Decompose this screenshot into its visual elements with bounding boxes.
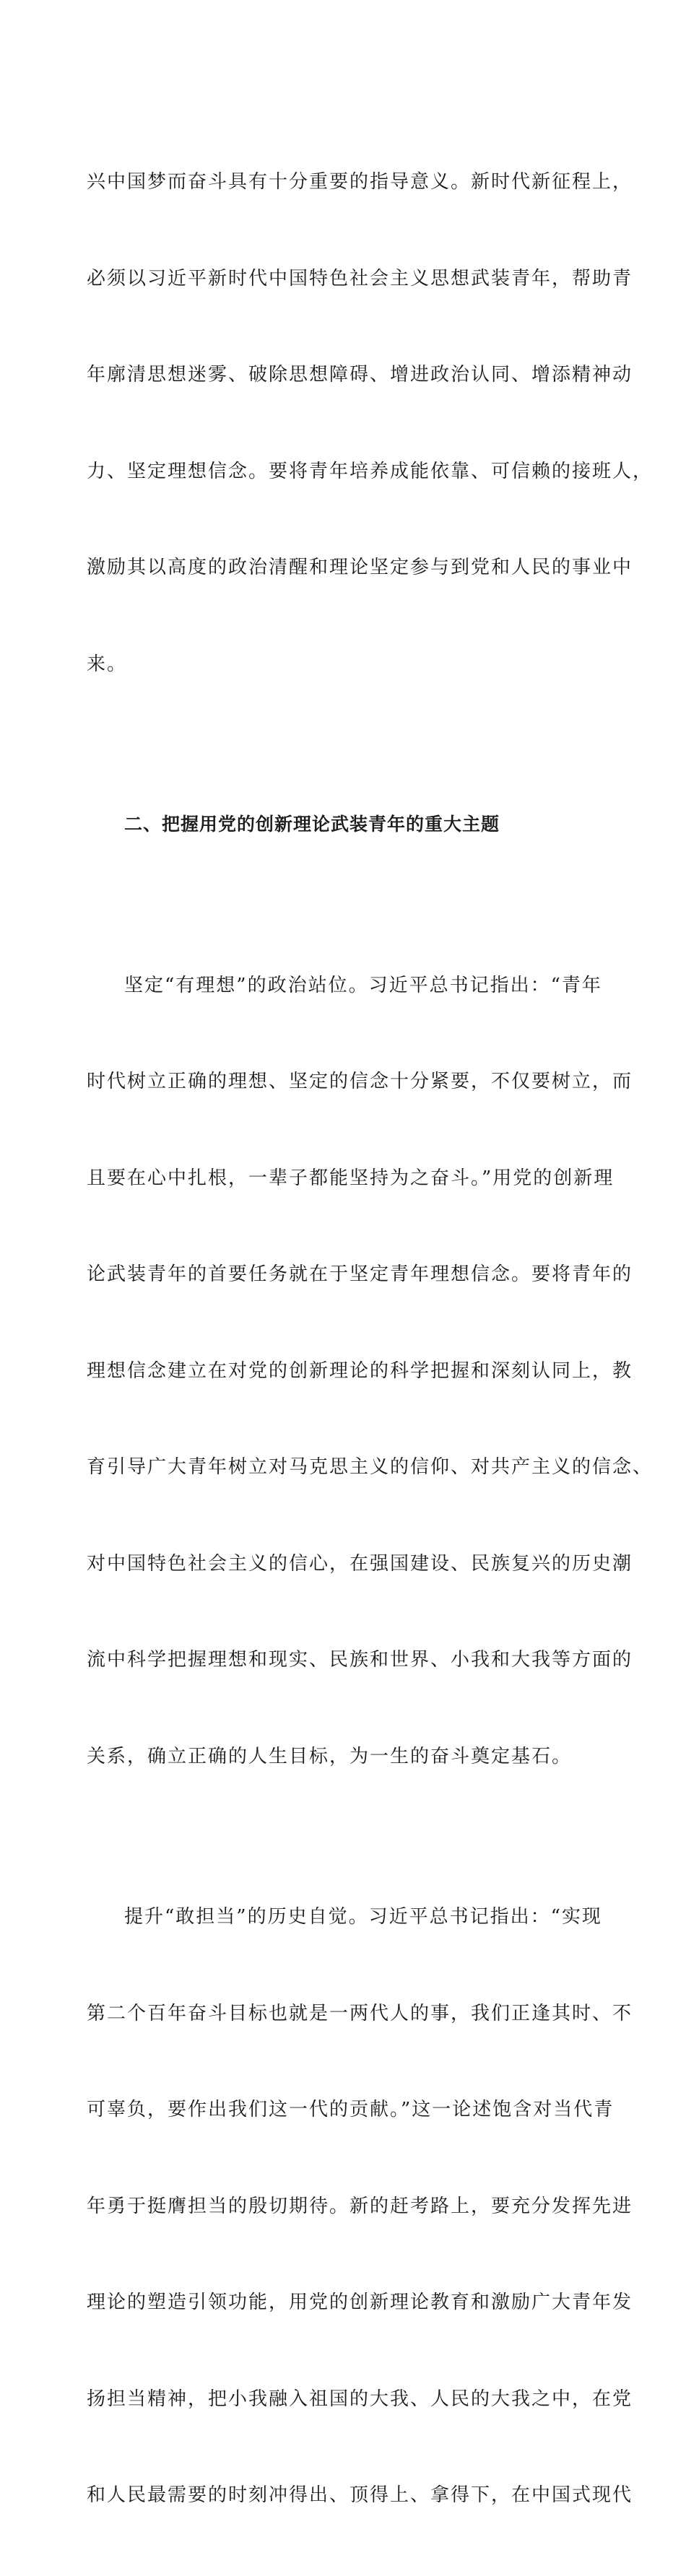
text-line: 坚定“有理想”的政治站位。习近平总书记指出：“青年: [124, 974, 602, 996]
text-line: 年勇于挺膺担当的殷切期待。新的赶考路上，要充分发挥先进: [87, 2195, 633, 2217]
section-heading: 二、把握用党的创新理论武装青年的重大主题: [124, 814, 500, 835]
text-line: 力、坚定理想信念。要将青年培养成能依靠、可信赖的接班人，: [87, 460, 654, 482]
paragraph-responsibility: [87, 1837, 633, 2576]
text-line: 且要在心中扎根，一辈子都能坚持为之奋斗。”用党的创新理: [87, 1167, 615, 1189]
text-line: 扬担当精神，把小我融入祖国的大我、人民的大我之中，在党: [87, 2388, 633, 2410]
document-body: [87, 102, 654, 2576]
text-line: 时代树立正确的理想、坚定的信念十分紧要，不仅要树立，而: [87, 1071, 633, 1092]
text-line: 关系，确立正确的人生目标，为一生的奋斗奠定基石。: [87, 1745, 573, 1767]
text-line: 第二个百年奋斗目标也就是一两代人的事，我们正逢其时、不: [87, 2002, 633, 2024]
text-line: 兴中国梦而奋斗具有十分重要的指导意义。新时代新征程上，: [87, 171, 633, 193]
text-line: 育引导广大青年树立对马克思主义的信仰、对共产主义的信念、: [87, 1456, 654, 1478]
paragraph-ideals: [87, 905, 654, 1837]
text-line: 流中科学把握理想和现实、民族和世界、小我和大我等方面的: [87, 1649, 633, 1671]
text-line: 激励其以高度的政治清醒和理论坚定参与到党和人民的事业中: [87, 557, 633, 578]
text-line: 提升“敢担当”的历史自觉。习近平总书记指出：“实现: [124, 1906, 602, 1928]
section-heading-container: [87, 744, 607, 905]
text-line: 和人民最需要的时刻冲得出、顶得上、拿得下，在中国式现代: [87, 2484, 633, 2506]
paragraph-continuation: [87, 102, 654, 744]
text-line: 年廓清思想迷雾、破除思想障碍、增进政治认同、增添精神动: [87, 364, 633, 386]
text-line: 对中国特色社会主义的信心，在强国建设、民族复兴的历史潮: [87, 1552, 633, 1575]
text-line: 来。: [87, 653, 128, 675]
text-line: 论武装青年的首要任务就在于坚定青年理想信念。要将青年的: [87, 1263, 633, 1285]
text-line: 理想信念建立在对党的创新理论的科学把握和深刻认同上，教: [87, 1359, 633, 1382]
text-line: 可辜负，要作出我们这一代的贡献。”这一论述饱含对当代青: [87, 2099, 615, 2120]
text-line: 必须以习近平新时代中国特色社会主义思想武装青年，帮助青: [87, 267, 633, 290]
text-line: 理论的塑造引领功能，用党的创新理论教育和激励广大青年发: [87, 2292, 633, 2313]
